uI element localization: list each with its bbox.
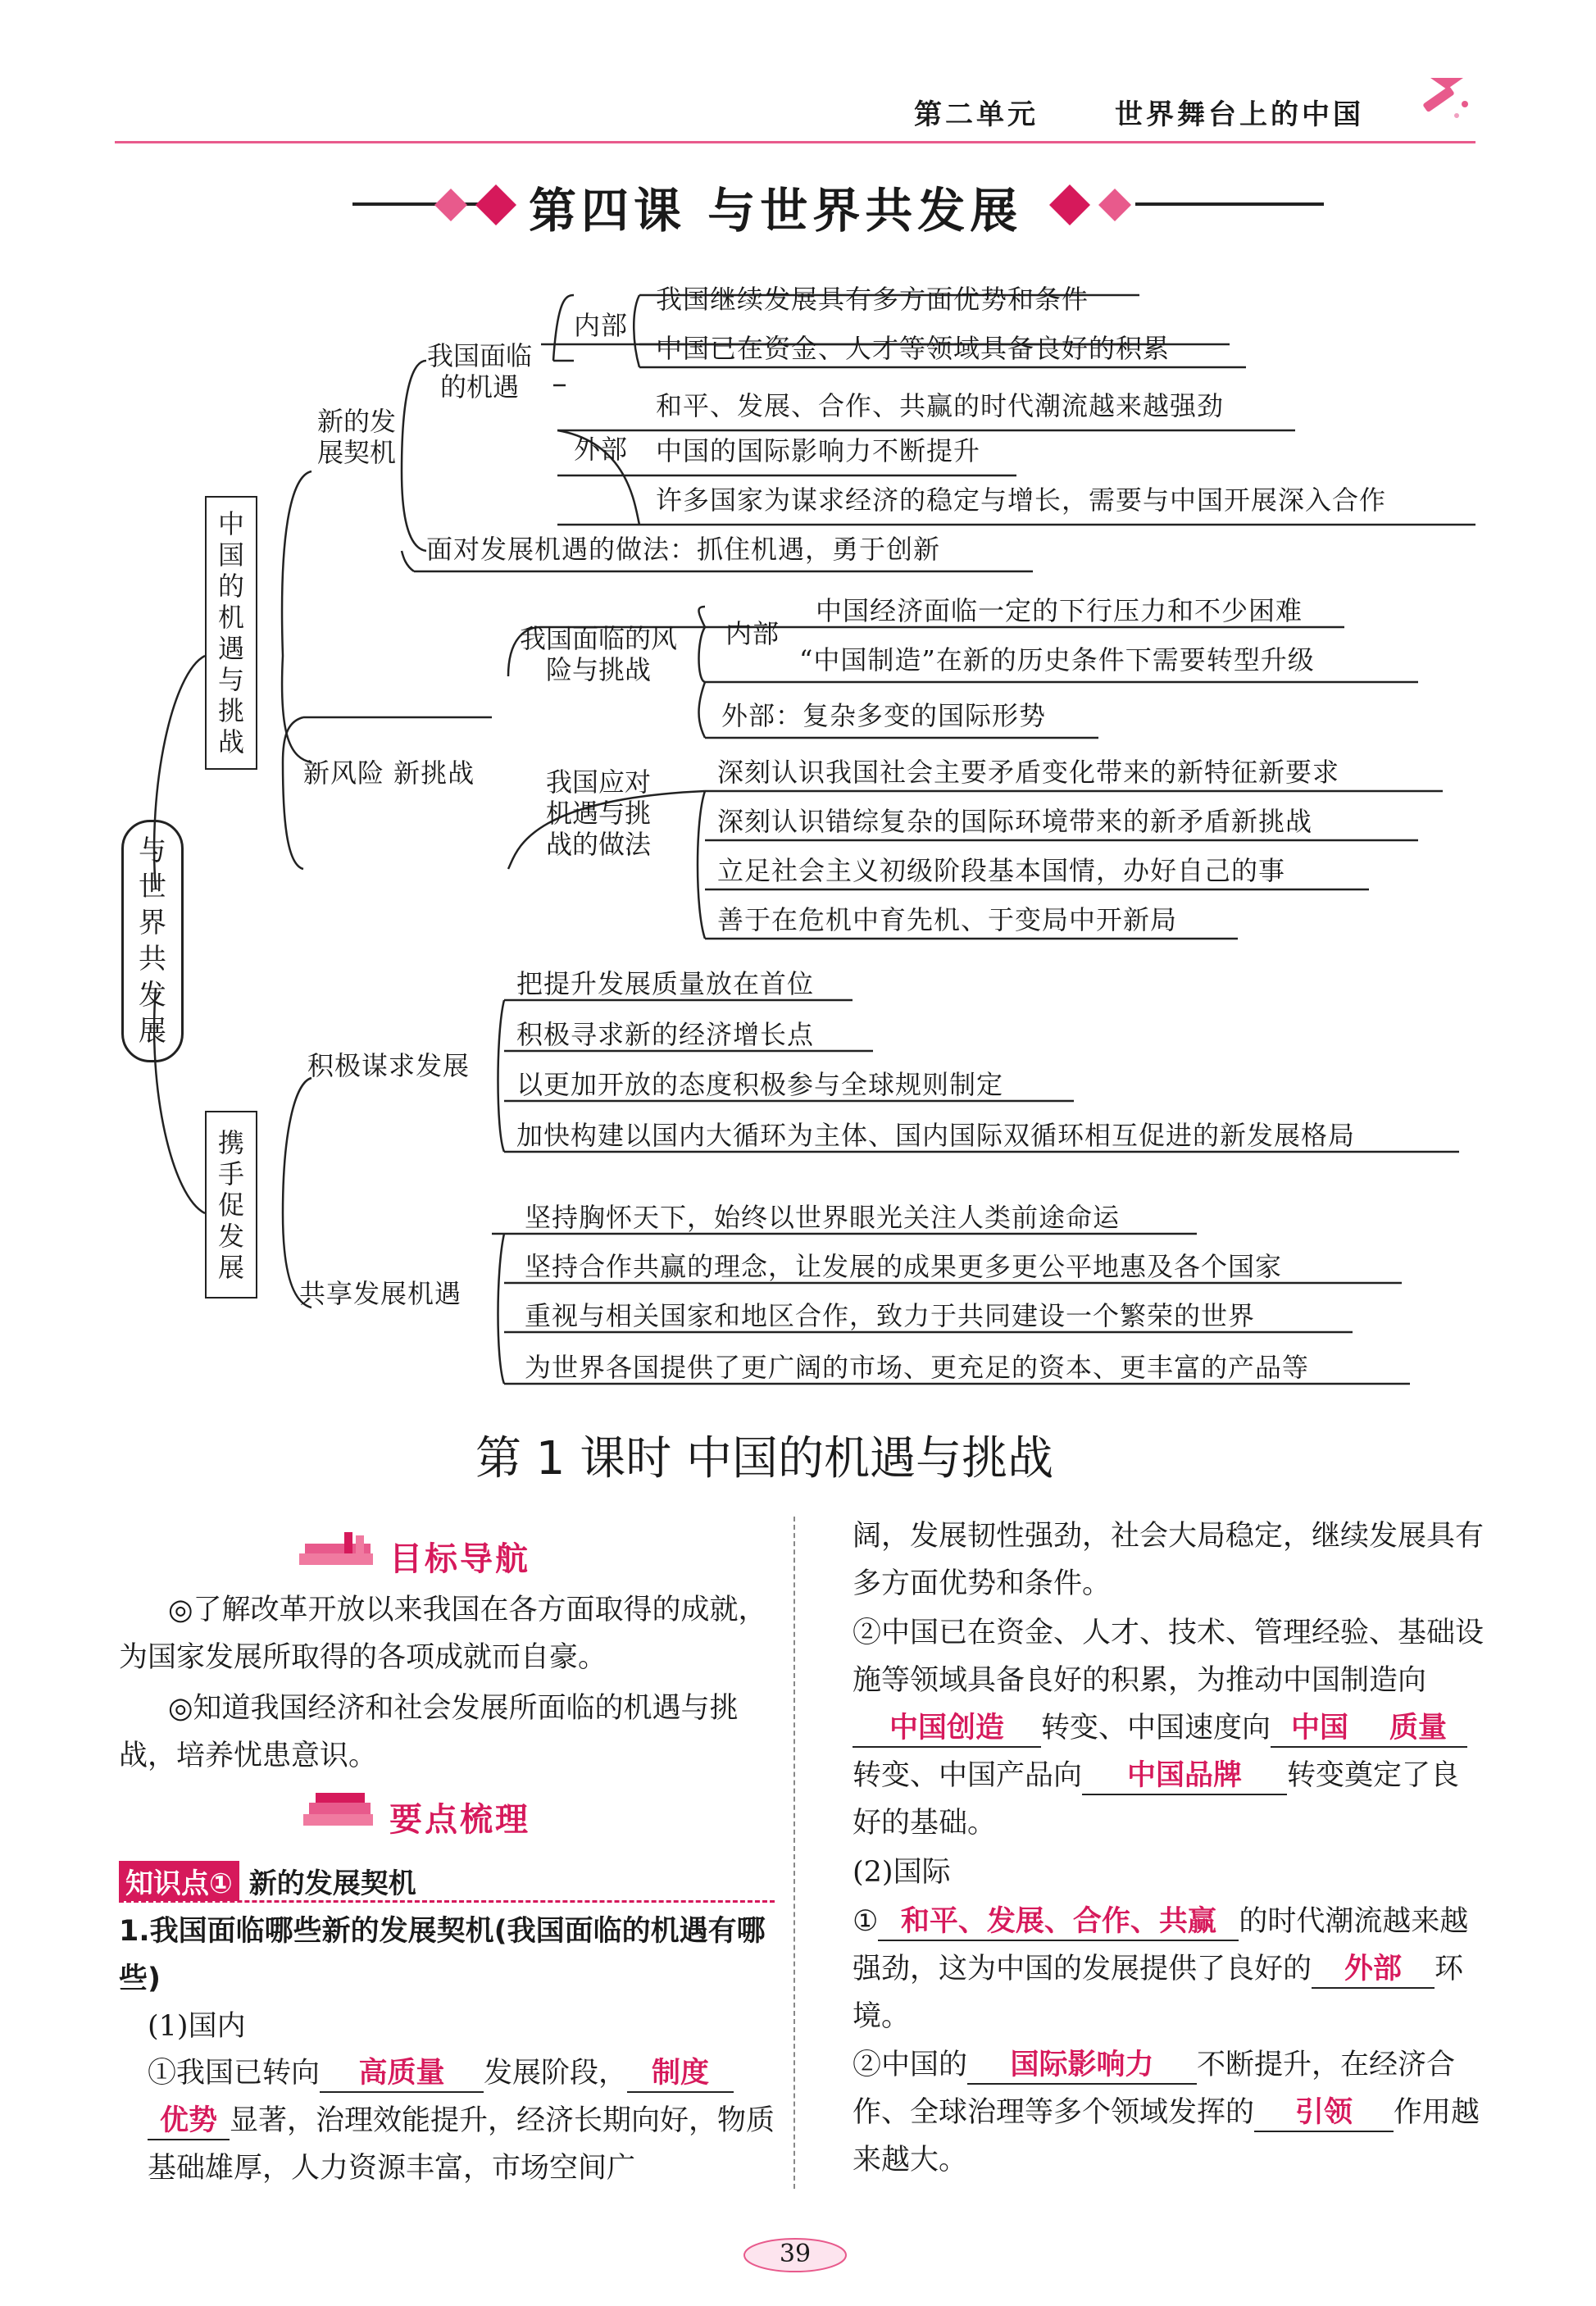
right-para-4: ②中国的 国际影响力 不断提升，在经济合作、全球治理等多个领域发挥的 引领 作用越来越大。 bbox=[853, 2049, 1480, 2176]
mm-opp-label: 我国面临的机遇 bbox=[426, 340, 532, 403]
points-heading: 要点梳理 bbox=[389, 1801, 530, 1839]
goal-1: ◎了解改革开放以来我国在各方面取得的成就，为国家发展所取得的各项成就而自豪。 bbox=[119, 1594, 767, 1674]
mm-share-3: 重视与相关国家和地区合作，致力于共同建设一个繁荣的世界 bbox=[525, 1300, 1256, 1331]
answer-peace: 和平、发展、合作、共赢 bbox=[878, 1903, 1239, 1941]
mm-opp-inner-1: 我国继续发展具有多方面优势和条件 bbox=[656, 284, 1089, 315]
mm-share-dev: 共享发展机遇 bbox=[299, 1278, 462, 1309]
mm-share-4: 为世界各国提供了更广阔的市场、更充足的资本、更丰富的产品等 bbox=[525, 1352, 1310, 1383]
answer-high-quality: 高质量 bbox=[320, 2055, 484, 2093]
mm-dev-2: 积极寻求新的经济增长点 bbox=[516, 1019, 815, 1050]
answer-external: 外部 bbox=[1312, 1951, 1435, 1989]
mm-dev-4: 加快构建以国内大循环为主体、国内国际双循环相互促进的新发展格局 bbox=[516, 1120, 1356, 1151]
books-icon bbox=[295, 1529, 385, 1570]
mm-resp-3: 立足社会主义初级阶段基本国情，办好自己的事 bbox=[717, 855, 1286, 886]
answer-creation: 中国创造 bbox=[853, 1710, 1041, 1748]
mm-risk-outer: 外部：复杂多变的国际形势 bbox=[721, 700, 1047, 731]
kp-rule bbox=[119, 1900, 775, 1903]
column-divider bbox=[793, 1517, 795, 2189]
unit-title: 世界舞台上的中国 bbox=[1115, 98, 1364, 131]
mm-opp-method: 面对发展机遇的做法：抓住机遇，勇于创新 bbox=[426, 534, 941, 565]
mm-dev-1: 把提升发展质量放在首位 bbox=[516, 968, 815, 999]
domestic-label: (1)国内 bbox=[148, 2010, 246, 2043]
right-para-3: ① 和平、发展、合作、共赢 的时代潮流越来越强劲，这为中国的发展提供了良好的 外部 环境。 bbox=[853, 1905, 1469, 2033]
mm-opp-inner: 内部 bbox=[574, 310, 629, 341]
goal-2: ◎知道我国经济和社会发展所面临的机遇与挑战，培养忧患意识。 bbox=[119, 1692, 739, 1772]
mm-opp-outer-2: 中国的国际影响力不断提升 bbox=[656, 435, 981, 466]
answer-system-1: 制度 bbox=[627, 2055, 734, 2093]
answer-quality-1: 中国 bbox=[1271, 1710, 1369, 1748]
page-number: 39 bbox=[779, 2240, 812, 2268]
goal-heading: 目标导航 bbox=[389, 1540, 530, 1578]
kp-badge: 知识点① bbox=[119, 1861, 239, 1901]
answer-para-1: ①我国已转向 高质量 发展阶段， 制度 bbox=[148, 2049, 779, 2097]
question-1: 1.我国面临哪些新的发展契机(我国面临的机遇有哪些) bbox=[119, 1915, 766, 1995]
mm-opp-outer-3: 许多国家为谋求经济的稳定与增长，需要与中国开展深入合作 bbox=[656, 484, 1387, 516]
answer-brand: 中国品牌 bbox=[1082, 1758, 1287, 1795]
answer-system-2: 优势 bbox=[148, 2103, 230, 2140]
kp-title: 新的发展契机 bbox=[248, 1867, 416, 1900]
mm-risk-label: 我国面临的风险与挑战 bbox=[519, 623, 677, 685]
answer-para-1b: 优势 显著，治理效能提升，经济长期向好，物质基础雄厚，人力资源丰富，市场空间广 bbox=[148, 2104, 775, 2185]
mindmap-branch2: 携手促发展 bbox=[205, 1111, 257, 1299]
mm-resp-label: 我国应对机遇与挑战的做法 bbox=[545, 766, 651, 860]
mm-resp-2: 深刻认识错综复杂的国际环境带来的新矛盾新挑战 bbox=[717, 806, 1313, 837]
mm-risk-inner: 内部 bbox=[725, 618, 780, 649]
mindmap-branch1: 中国的机遇与挑战 bbox=[205, 496, 257, 770]
mm-opp-outer: 外部 bbox=[574, 434, 629, 465]
mm-new-risk: 新风险 新挑战 bbox=[303, 757, 475, 789]
right-para-2: ②中国已在资金、人才、技术、管理经验、基础设施等领域具备良好的积累，为推动中国制造向中国创造 转变、中国速度向 中国 质量转变、中国产品向 中国品牌 转变奠定了良好的基础。 bbox=[853, 1617, 1485, 1840]
unit-label: 第二单元 bbox=[914, 98, 1039, 131]
mm-resp-1: 深刻认识我国社会主要矛盾变化带来的新特征新要求 bbox=[717, 757, 1340, 788]
answer-influence: 国际影响力 bbox=[967, 2047, 1197, 2085]
answer-quality-2: 质量 bbox=[1369, 1710, 1467, 1748]
mm-resp-4: 善于在危机中育先机、于变局中开新局 bbox=[717, 904, 1178, 935]
section-subtitle: 第 1 课时 中国的机遇与挑战 bbox=[475, 1432, 1054, 1485]
lesson-title: 第四课 与世界共发展 bbox=[529, 183, 1023, 239]
mm-opp-outer-1: 和平、发展、合作、共赢的时代潮流越来越强劲 bbox=[656, 390, 1225, 421]
intl-label: (2)国际 bbox=[853, 1856, 951, 1889]
mm-risk-inner-1: 中国经济面临一定的下行压力和不少困难 bbox=[816, 595, 1303, 626]
mm-seek-dev: 积极谋求发展 bbox=[307, 1050, 471, 1081]
mm-share-2: 坚持合作共赢的理念，让发展的成果更多更公平地惠及各个国家 bbox=[525, 1251, 1283, 1282]
books-icon-2 bbox=[299, 1790, 381, 1831]
mm-share-1: 坚持胸怀天下，始终以世界眼光关注人类前途命运 bbox=[525, 1202, 1121, 1233]
mm-new-opportunity: 新的发展契机 bbox=[316, 406, 396, 468]
answer-lead: 引领 bbox=[1254, 2095, 1394, 2132]
mm-risk-inner-2: “中国制造”在新的历史条件下需要转型升级 bbox=[799, 644, 1315, 675]
right-para-1: 阔，发展韧性强劲，社会大局稳定，继续发展具有多方面优势和条件。 bbox=[853, 1520, 1485, 1600]
mm-opp-inner-2: 中国已在资金、人才等领域具备良好的积累 bbox=[656, 333, 1171, 364]
mindmap-root: 与世界共发展 bbox=[121, 820, 184, 1062]
mm-dev-3: 以更加开放的态度积极参与全球规则制定 bbox=[516, 1069, 1004, 1100]
knowledge-point-1 bbox=[119, 1861, 416, 1901]
